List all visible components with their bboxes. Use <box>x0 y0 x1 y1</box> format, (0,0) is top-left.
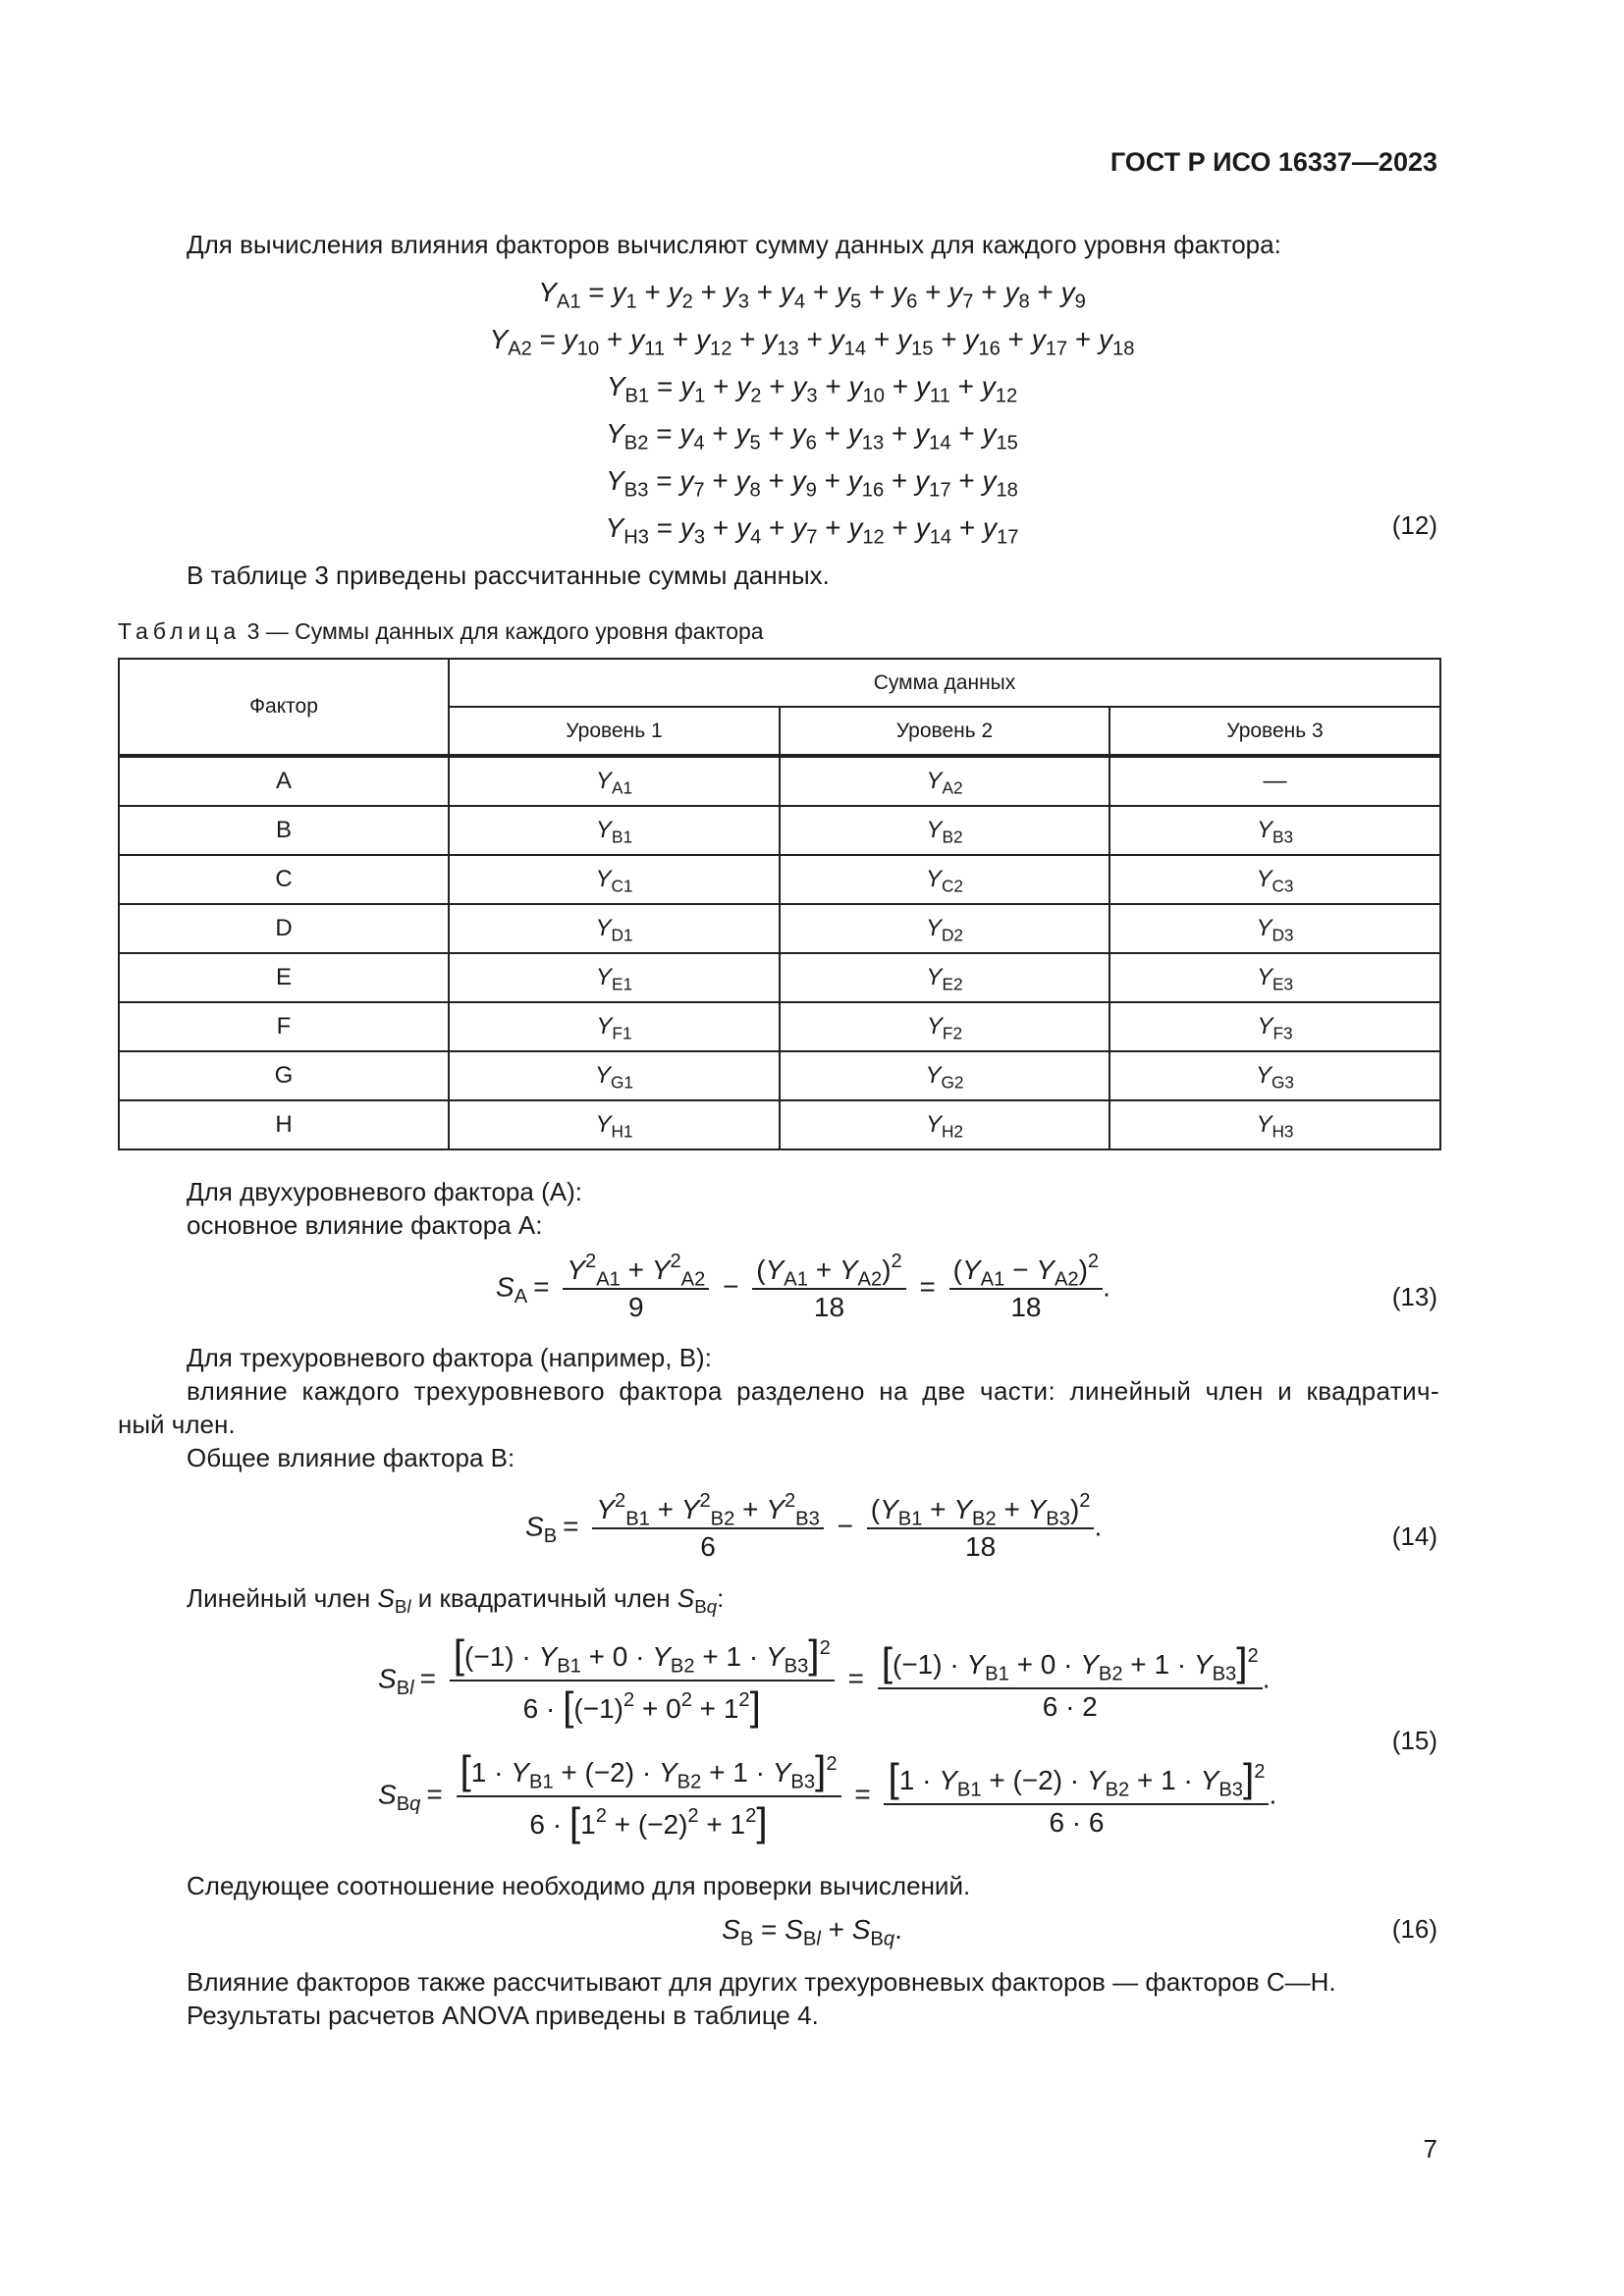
table-row <box>119 1002 1440 1051</box>
factor-cell: H <box>119 1100 449 1149</box>
eq15-denom-linear: 6 · 2 <box>878 1687 1263 1723</box>
table-row <box>119 904 1440 953</box>
sum-cell: $Y_{A1}$ <box>449 756 780 806</box>
eq13-denom-1: 9 <box>563 1288 709 1323</box>
equation-12-line: $Y_{B1} = y_1 + y_2 + y_3 + y_{10} + y_{11} + y_{12}$ <box>606 371 1018 407</box>
equation-14: $S_B$ = $\frac{Y^2_{B1} + Y^2_{B2} + Y^2_{B3}}{6}$ − $\frac{(Y_{B1} + Y_{B2} + Y_{B3})^2}{18}$ . <box>525 1489 1103 1562</box>
sum-cell: $Y_{G1}$ <box>449 1051 780 1100</box>
sum-cell: $Y_{B2}$ <box>780 806 1110 855</box>
header-level-3: Уровень 3 <box>1110 707 1440 756</box>
para-split-line-1: влияние каждого трехуровневого фактора разделено на две части: линейный член и квадратич- <box>187 1376 1439 1406</box>
sum-cell: $Y_{E3}$ <box>1110 953 1440 1002</box>
table-caption <box>118 615 764 647</box>
factor-cell: B <box>119 806 449 855</box>
para-other-factors: Влияние факторов также рассчитывают для других трехуровневых факторов — факторов С—Н. <box>187 1967 1336 1997</box>
equation-16: $S_B = S_{Bl} + S_{Bq}$. <box>722 1914 902 1950</box>
para-check: Следующее соотношение необходимо для проверки вычислений. <box>187 1871 971 1900</box>
equation-12-line: $Y_{B2} = y_4 + y_5 + y_6 + y_{13} + y_{14} + y_{15}$ <box>606 418 1018 454</box>
sum-cell: $Y_{G3}$ <box>1110 1051 1440 1100</box>
sum-cell: $Y_{B1}$ <box>449 806 780 855</box>
table-caption-text: 3 — Суммы данных для каждого уровня фактора <box>246 618 764 644</box>
standard-header: ГОСТ Р ИСО 16337—2023 <box>1110 147 1437 177</box>
sum-cell: $Y_{D2}$ <box>780 904 1110 953</box>
factor-cell: A <box>119 756 449 806</box>
table-row <box>119 855 1440 904</box>
eq13-denom-2: 18 <box>752 1288 905 1323</box>
equation-12-number: (12) <box>1391 510 1437 540</box>
para-results: Результаты расчетов ANOVA приведены в таблице 4. <box>187 2001 819 2030</box>
sum-cell: $Y_{F2}$ <box>780 1002 1110 1051</box>
equation-13-number: (13) <box>1391 1282 1437 1311</box>
sum-cell: — <box>1110 756 1440 806</box>
factor-cell: G <box>119 1051 449 1100</box>
sum-cell: $Y_{F1}$ <box>449 1002 780 1051</box>
sums-table <box>118 658 1441 1150</box>
sum-cell: $Y_{F3}$ <box>1110 1002 1440 1051</box>
sum-cell: $Y_{C1}$ <box>449 855 780 904</box>
equation-15-quadratic: $S_{Bq}$ = $\frac{[1 \cdot Y_{B1} + (-2) \cdot Y_{B2} + 1 \cdot Y_{B3}]^2}{6 \cdot [1^2 + (-2)^2 + 1^2]}$ = $\frac{[1 \cdot Y_{B1} + (-2) \cdot Y_{B2} + 1 \cdot Y_{B3}]^2}{6 \cdot 6}$ . <box>378 1747 1277 1844</box>
para-three-level: Для трехуровневого фактора (например, В): <box>187 1343 712 1372</box>
equation-15-number: (15) <box>1391 1726 1437 1755</box>
eq14-denom-1: 6 <box>592 1527 824 1563</box>
eq13-denom-3: 18 <box>949 1288 1103 1323</box>
table-row <box>119 806 1440 855</box>
factor-cell: D <box>119 904 449 953</box>
table-row <box>119 953 1440 1002</box>
sum-cell: $Y_{A2}$ <box>780 756 1110 806</box>
equation-14-number: (14) <box>1391 1522 1437 1551</box>
sum-cell: $Y_{E1}$ <box>449 953 780 1002</box>
table-caption-prefix: Таблица <box>118 618 242 644</box>
para-main-effect: основное влияние фактора А: <box>187 1210 543 1240</box>
para-linear-mid: и квадратичный член <box>417 1583 671 1613</box>
para-total-effect: Общее влияние фактора В: <box>187 1443 515 1472</box>
equation-15-linear: $S_{Bl}$ = $\frac{[(-1) \cdot Y_{B1} + 0 \cdot Y_{B2} + 1 \cdot Y_{B3}]^2}{6 \cdot [(-1)^2 + 0^2 + 1^2]}$ = $\frac{[(-1) \cdot Y_{B1} + 0 \cdot Y_{B2} + 1 \cdot Y_{B3}]^2}{6 \cdot 2}$ . <box>378 1631 1271 1729</box>
intro-paragraph: Для вычисления влияния факторов вычисляют сумму данных для каждого уровня фактора: <box>187 230 1281 259</box>
para-linear-pre: Линейный член <box>187 1583 371 1613</box>
sum-cell: $Y_{H2}$ <box>780 1100 1110 1149</box>
table-row <box>119 756 1440 806</box>
sum-cell: $Y_{G2}$ <box>780 1051 1110 1100</box>
sum-cell: $Y_{B3}$ <box>1110 806 1440 855</box>
para-linear-quadratic: Линейный член $S_{Bl}$ и квадратичный член $S_{Bq}$: <box>187 1583 725 1617</box>
table-body <box>119 756 1440 1149</box>
para-two-level: Для двухуровневого фактора (А): <box>187 1177 582 1206</box>
factor-cell: F <box>119 1002 449 1051</box>
equation-12-line: $Y_{A1} = y_1 + y_2 + y_3 + y_4 + y_5 + y_6 + y_7 + y_8 + y_9$ <box>538 277 1086 313</box>
table-row <box>119 1100 1440 1149</box>
eq15-denom-quadratic: 6 · 6 <box>884 1803 1269 1839</box>
factor-cell: E <box>119 953 449 1002</box>
sum-cell: $Y_{D1}$ <box>449 904 780 953</box>
eq14-denom-2: 18 <box>867 1527 1095 1563</box>
page-number: 7 <box>1423 2134 1437 2163</box>
table-reference: В таблице 3 приведены рассчитанные суммы данных. <box>187 561 830 590</box>
equation-12-line: $Y_{A2} = y_{10} + y_{11} + y_{12} + y_{13} + y_{14} + y_{15} + y_{16} + y_{17} + y_{18}$ <box>489 324 1135 360</box>
sum-cell: $Y_{C3}$ <box>1110 855 1440 904</box>
sum-cell: $Y_{E2}$ <box>780 953 1110 1002</box>
factor-cell: C <box>119 855 449 904</box>
sum-cell: $Y_{H1}$ <box>449 1100 780 1149</box>
sum-cell: $Y_{C2}$ <box>780 855 1110 904</box>
para-split-line-2: ный член. <box>118 1410 236 1439</box>
header-sum: Сумма данных <box>449 659 1440 707</box>
table-row <box>119 1051 1440 1100</box>
equation-12-line: $Y_{H3} = y_3 + y_4 + y_7 + y_{12} + y_{14} + y_{17}$ <box>605 512 1019 549</box>
equation-12-line: $Y_{B3} = y_7 + y_8 + y_9 + y_{16} + y_{17} + y_{18}$ <box>606 465 1018 502</box>
header-factor: Фактор <box>119 659 449 756</box>
equation-13: $S_A$ = $\frac{Y^2_{A1} + Y^2_{A2}}{9}$ − $\frac{(Y_{A1} + Y_{A2})^2}{18}$ = $\frac{(Y_{A1} - Y_{A2})^2}{18}$ . <box>496 1250 1110 1322</box>
equation-16-number: (16) <box>1391 1914 1437 1944</box>
header-level-1: Уровень 1 <box>449 707 780 756</box>
sum-cell: $Y_{H3}$ <box>1110 1100 1440 1149</box>
sum-cell: $Y_{D3}$ <box>1110 904 1440 953</box>
header-level-2: Уровень 2 <box>780 707 1110 756</box>
